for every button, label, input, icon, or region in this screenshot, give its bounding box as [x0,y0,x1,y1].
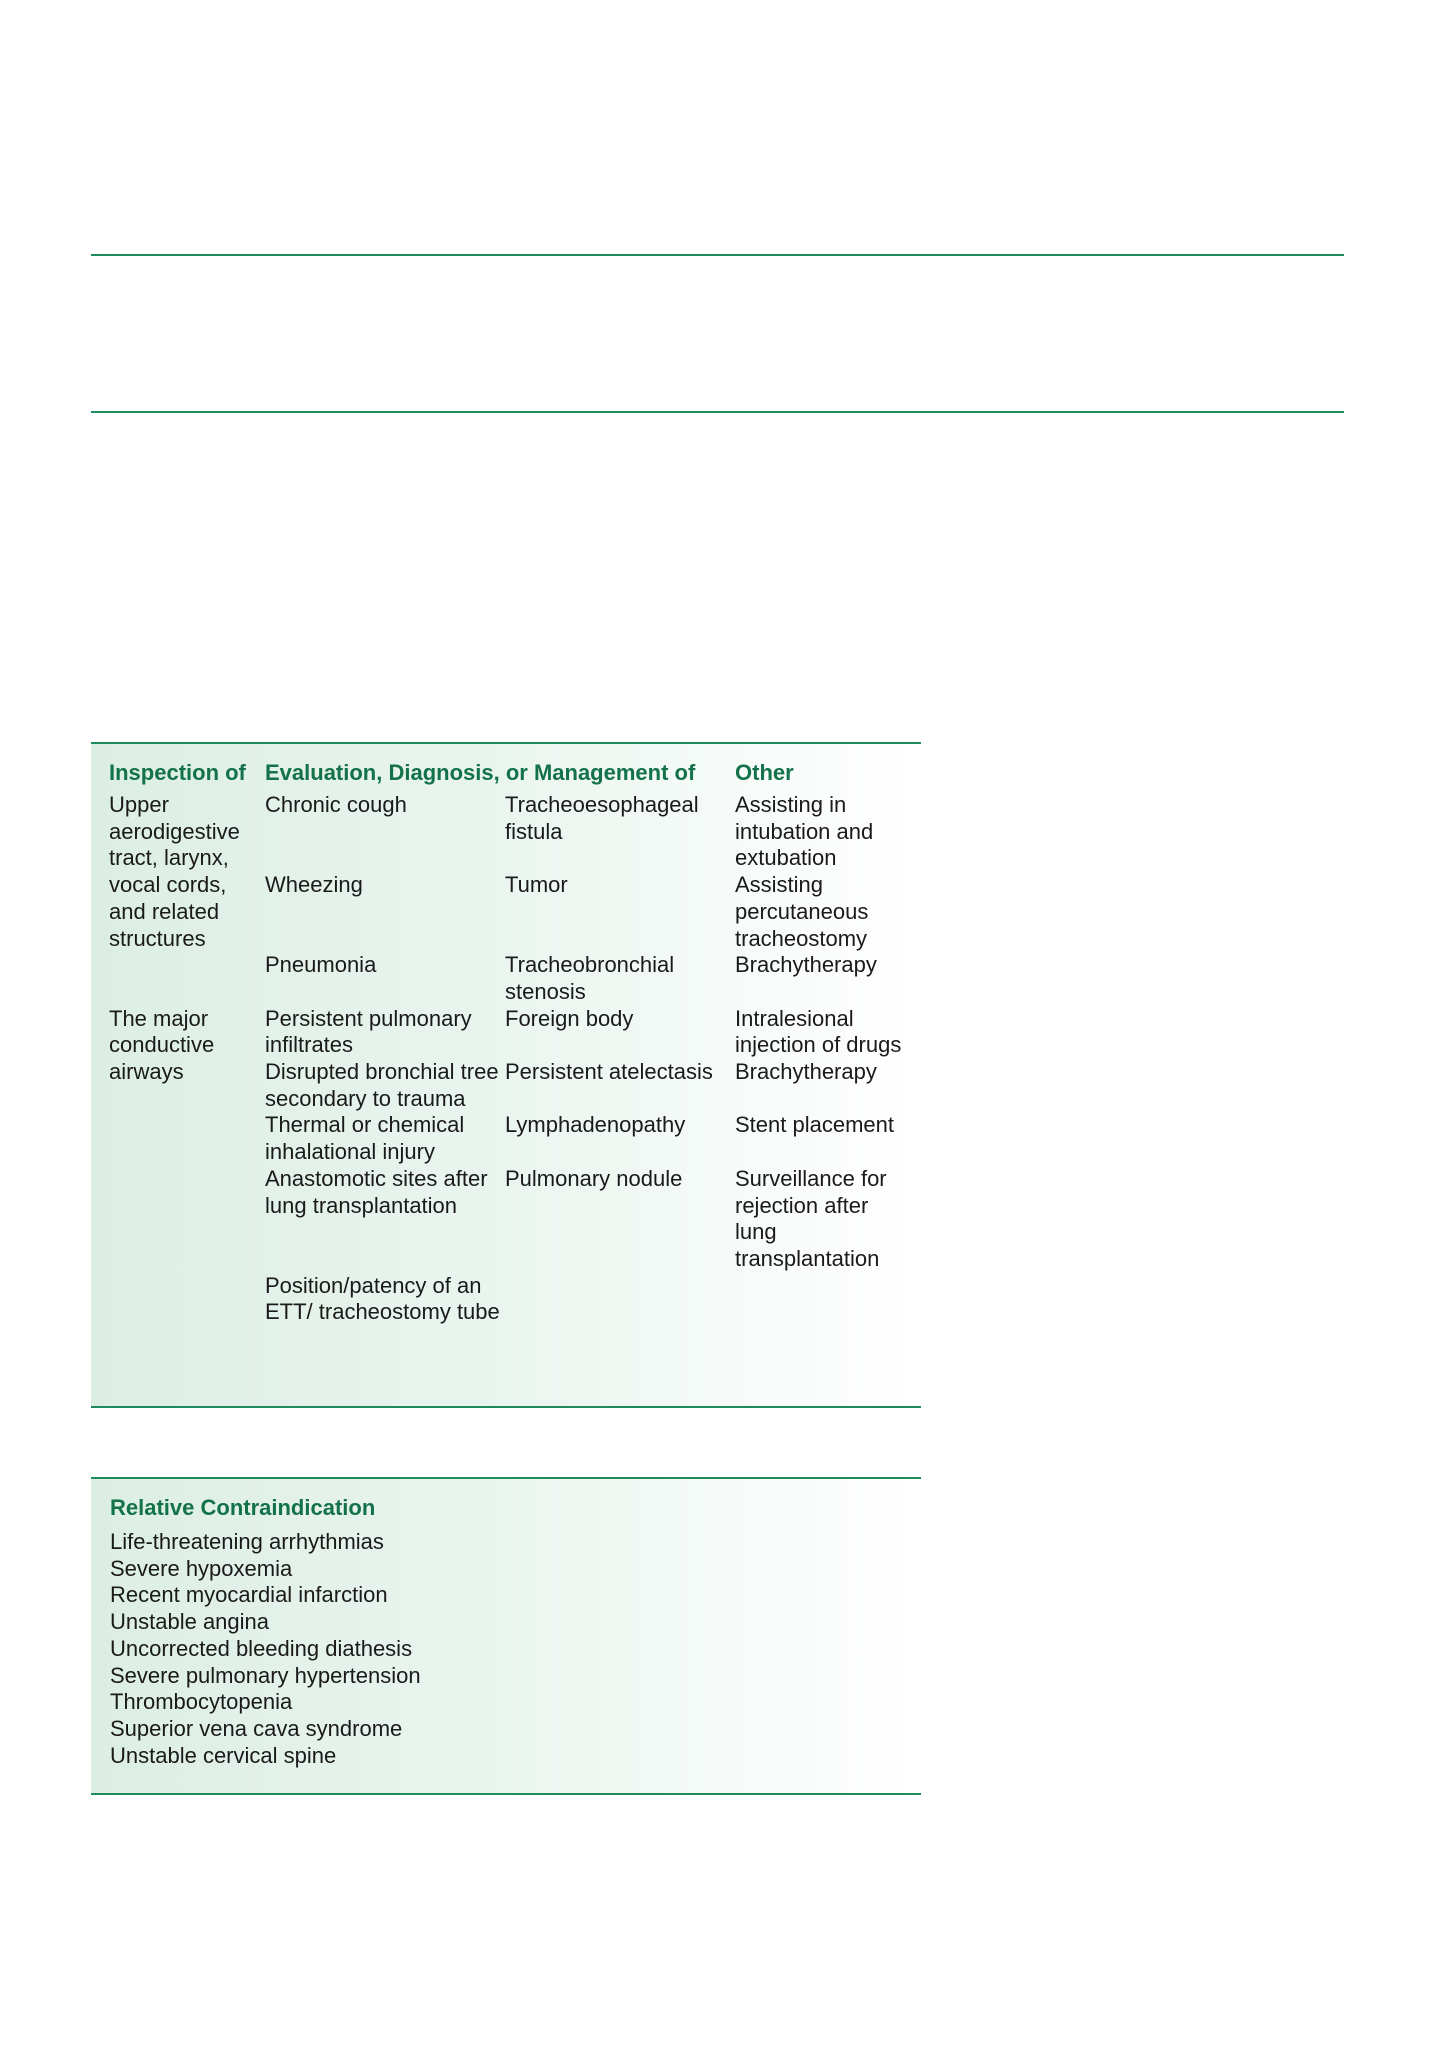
evaluation-cell: Thermal or chemical inhalational injury [265,1112,465,1165]
other-cell [735,1273,905,1326]
second-rule [91,411,1344,413]
table-row [91,792,905,872]
evaluation-cell: Wheezing [265,872,363,898]
evaluation-cell: Persistent atelectasis [505,1059,713,1085]
table-row [91,1006,905,1059]
inspection-cell: The major conductive airways [109,1005,215,1085]
evaluation-cell: Tracheobronchial stenosis [505,952,675,1004]
other-cell: Assisting in intubation and extubation [735,792,874,871]
header-evaluation: Evaluation, Diagnosis, or Management of [265,760,696,785]
other-cell: Stent placement [735,1112,894,1138]
evaluation-cell: Anastomotic sites after lung transplantation [265,1165,488,1218]
contraindications-list [110,1529,421,1769]
list-item: Severe pulmonary hypertension [110,1662,421,1688]
evaluation-cell: Position/patency of an ETT/ tracheostomy tube [265,1272,500,1325]
list-item: Severe hypoxemia [110,1555,293,1581]
contraindications-table-panel [91,1477,921,1795]
inspection-cell: Upper aerodigestive tract, larynx, vocal cords, and related structures [109,792,240,951]
evaluation-cell: Pneumonia [265,952,377,978]
evaluation-cell [505,1273,735,1326]
evaluation-cell: Pulmonary nodule [505,1165,683,1191]
evaluation-cell: Persistent pulmonary infiltrates [265,1005,472,1058]
contraindications-header: Relative Contraindication [110,1495,376,1520]
evaluation-cell: Disrupted bronchial tree secondary to trauma [265,1059,499,1111]
list-item: Uncorrected bleeding diathesis [110,1635,413,1661]
header-inspection-of: Inspection of [109,760,246,785]
evaluation-cell: Foreign body [505,1005,634,1031]
evaluation-cell: Tumor [505,872,568,898]
list-item: Unstable angina [110,1609,270,1635]
list-item: Thrombocytopenia [110,1689,293,1715]
list-item: Recent myocardial infarction [110,1582,388,1608]
indications-table-panel [91,742,921,1408]
list-item: Superior vena cava syndrome [110,1715,403,1741]
evaluation-cell: Tracheoesophageal fistula [505,792,699,844]
evaluation-cell: Lymphadenopathy [505,1112,686,1138]
other-cell: Brachytherapy [735,952,877,978]
list-item: Life-threatening arrhythmias [110,1529,384,1554]
table-header-row [91,760,905,792]
other-cell: Surveillance for rejection after lung transplantation [735,1165,887,1271]
header-other: Other [735,760,794,785]
other-cell: Assisting percutaneous tracheostomy [735,872,869,951]
list-item: Unstable cervical spine [110,1742,337,1768]
other-cell: Intralesional injection of drugs [735,1005,902,1058]
top-rule [91,254,1344,256]
other-cell: Brachytherapy [735,1059,877,1085]
indications-table [91,760,905,1326]
evaluation-cell: Chronic cough [265,792,407,817]
